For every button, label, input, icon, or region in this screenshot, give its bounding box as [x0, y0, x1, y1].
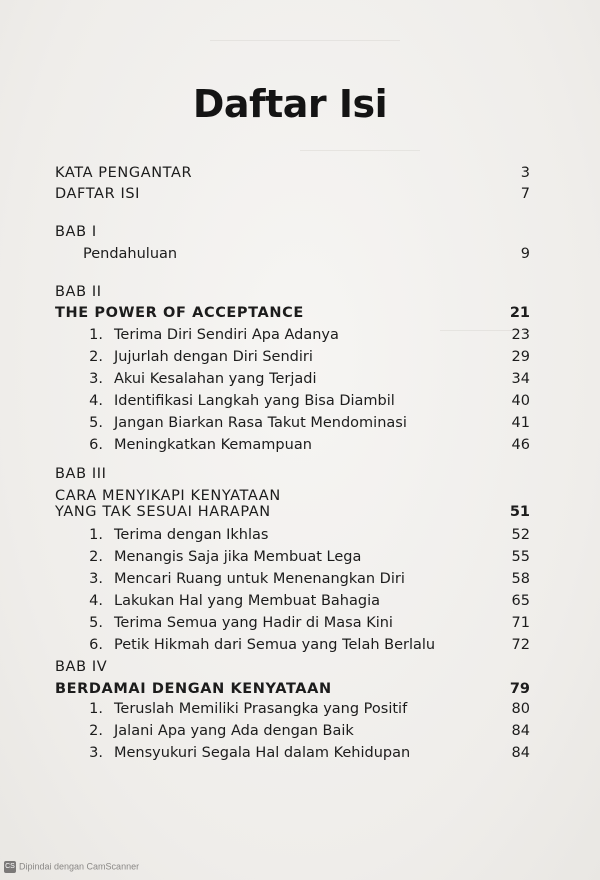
chapter-title-bab-4[interactable]	[55, 678, 530, 700]
toc-entry-label: KATA PENGANTAR	[55, 165, 193, 181]
toc-entry-page: 34	[511, 371, 530, 387]
toc-entry-page: 41	[511, 415, 530, 431]
toc-entry[interactable]	[55, 346, 530, 368]
toc-entry-page: 58	[511, 571, 530, 587]
toc-entry[interactable]	[55, 742, 530, 764]
toc-entry-label: Petik Hikmah dari Semua yang Telah Berlalu	[114, 637, 436, 653]
camscanner-logo-icon: CS	[4, 861, 16, 873]
toc-entry-label: DAFTAR ISI	[55, 186, 141, 202]
toc-entry-label: Pendahuluan	[83, 246, 178, 262]
toc-entry-label: Mencari Ruang untuk Menenangkan Diri	[114, 571, 405, 587]
toc-entry-number: 6.	[89, 637, 103, 653]
toc-entry-number: 2.	[89, 723, 103, 739]
chapter-heading-bab-4: BAB IV	[55, 659, 108, 675]
chapter-title-line-1[interactable]: CARA MENYIKAPI KENYATAAN	[55, 488, 281, 504]
chapter-page: 21	[509, 305, 530, 321]
toc-entry-number: 1.	[89, 701, 103, 717]
page-title: Daftar Isi	[192, 82, 388, 126]
toc-entry-page: 9	[520, 246, 530, 262]
toc-entry-kata-pengantar[interactable]	[55, 162, 530, 184]
toc-entry-daftar-isi[interactable]	[55, 183, 530, 205]
chapter-title-bab-3[interactable]	[55, 501, 530, 523]
toc-entry-page: 23	[511, 327, 530, 343]
toc-entry-label: Jujurlah dengan Diri Sendiri	[114, 349, 313, 365]
toc-entry-number: 3.	[89, 371, 103, 387]
toc-entry[interactable]	[55, 524, 530, 546]
toc-entry-label: Mensyukuri Segala Hal dalam Kehidupan	[114, 745, 411, 761]
toc-entry-number: 2.	[89, 349, 103, 365]
scanner-watermark	[4, 861, 139, 873]
toc-entry-label: Menangis Saja jika Membuat Lega	[114, 549, 362, 565]
toc-entry[interactable]	[55, 324, 530, 346]
toc-entry-page: 52	[511, 527, 530, 543]
bleed-through-decoration	[210, 40, 400, 47]
toc-entry-number: 2.	[89, 549, 103, 565]
toc-entry-page: 71	[511, 615, 530, 631]
chapter-heading-bab-3: BAB III	[55, 466, 107, 482]
chapter-title-line-2: YANG TAK SESUAI HARAPAN	[55, 504, 271, 520]
toc-entry-label: Teruslah Memiliki Prasangka yang Positif	[114, 701, 408, 717]
toc-entry-page: 72	[511, 637, 530, 653]
toc-entry[interactable]	[55, 590, 530, 612]
toc-entry-page: 65	[511, 593, 530, 609]
toc-entry-label: Terima Diri Sendiri Apa Adanya	[114, 327, 339, 343]
toc-entry[interactable]	[55, 368, 530, 390]
chapter-page: 79	[509, 681, 530, 697]
toc-entry[interactable]	[55, 634, 530, 656]
toc-entry[interactable]	[55, 390, 530, 412]
toc-entry[interactable]	[55, 698, 530, 720]
toc-entry-number: 4.	[89, 593, 103, 609]
toc-entry-label: Jalani Apa yang Ada dengan Baik	[114, 723, 354, 739]
toc-entry-label: Identifikasi Langkah yang Bisa Diambil	[114, 393, 395, 409]
toc-entry-number: 5.	[89, 415, 103, 431]
toc-entry[interactable]	[55, 434, 530, 456]
toc-entry[interactable]	[55, 568, 530, 590]
chapter-title: THE POWER OF ACCEPTANCE	[55, 305, 304, 321]
toc-entry[interactable]	[55, 546, 530, 568]
toc-entry-label: Akui Kesalahan yang Terjadi	[114, 371, 317, 387]
toc-entry-number: 4.	[89, 393, 103, 409]
toc-entry[interactable]	[55, 612, 530, 634]
toc-entry-number: 6.	[89, 437, 103, 453]
chapter-title: BERDAMAI DENGAN KENYATAAN	[55, 681, 332, 697]
scanner-watermark-text: Dipindai dengan CamScanner	[19, 861, 140, 872]
toc-entry-number: 5.	[89, 615, 103, 631]
toc-entry-pendahuluan[interactable]	[55, 243, 530, 265]
toc-entry[interactable]	[55, 412, 530, 434]
chapter-title-bab-2[interactable]	[55, 302, 530, 324]
toc-entry-label: Meningkatkan Kemampuan	[114, 437, 312, 453]
toc-entry-label: Terima Semua yang Hadir di Masa Kini	[114, 615, 393, 631]
toc-entry-page: 84	[511, 745, 530, 761]
toc-entry-label: Lakukan Hal yang Membuat Bahagia	[114, 593, 380, 609]
toc-entry-page: 84	[511, 723, 530, 739]
bleed-through-decoration	[300, 150, 420, 157]
toc-entry-number: 1.	[89, 527, 103, 543]
toc-entry-number: 3.	[89, 745, 103, 761]
toc-entry-number: 1.	[89, 327, 103, 343]
toc-entry-page: 7	[520, 186, 530, 202]
toc-entry[interactable]	[55, 720, 530, 742]
chapter-page: 51	[509, 504, 530, 520]
toc-entry-number: 3.	[89, 571, 103, 587]
chapter-heading-bab-2: BAB II	[55, 284, 102, 300]
toc-entry-page: 55	[511, 549, 530, 565]
toc-entry-page: 29	[511, 349, 530, 365]
toc-entry-page: 40	[511, 393, 530, 409]
toc-entry-page: 3	[520, 165, 530, 181]
toc-entry-label: Terima dengan Ikhlas	[114, 527, 269, 543]
toc-entry-page: 80	[511, 701, 530, 717]
toc-entry-label: Jangan Biarkan Rasa Takut Mendominasi	[114, 415, 407, 431]
chapter-heading-bab-1: BAB I	[55, 224, 97, 240]
toc-entry-page: 46	[511, 437, 530, 453]
